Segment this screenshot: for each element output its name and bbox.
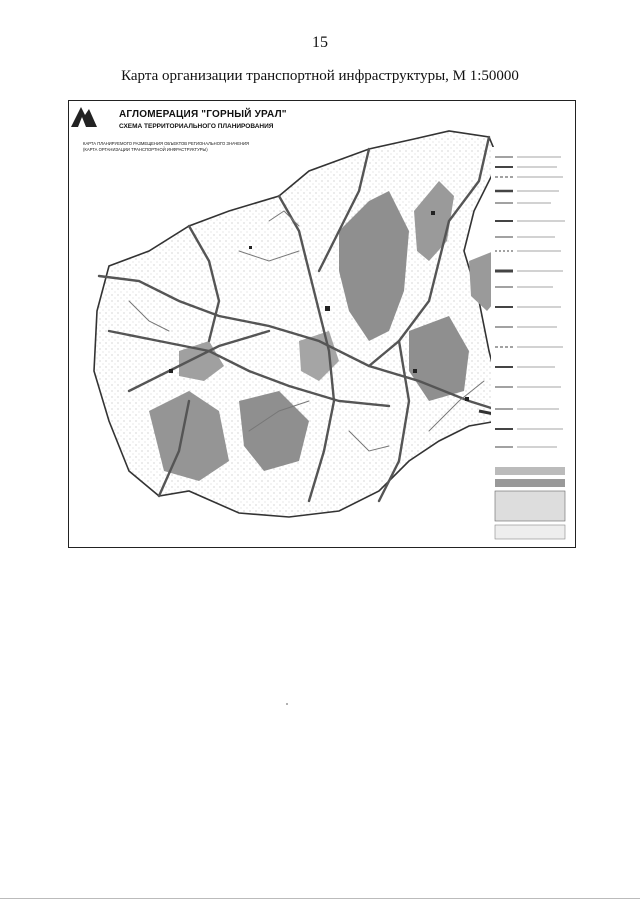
map-description-line: КАРТА ПЛАНИРУЕМОГО РАЗМЕЩЕНИЯ ОБЪЕКТОВ РЕГИОНАЛЬНОГО ЗНАЧЕНИЯ (83, 141, 250, 146)
mountain-logo-icon (69, 101, 99, 129)
map-description (83, 141, 303, 153)
map-subtitle: СХЕМА ТЕРРИТОРИАЛЬНОГО ПЛАНИРОВАНИЯ (119, 123, 274, 130)
legend (491, 147, 571, 543)
scan-speck (286, 703, 288, 705)
map-graphic (69, 101, 575, 547)
map-title: АГЛОМЕРАЦИЯ "ГОРНЫЙ УРАЛ" (119, 109, 287, 120)
page-edge-line (0, 898, 640, 899)
map-figure (68, 100, 576, 548)
page-number: 15 (312, 34, 328, 51)
page-caption: Карта организации транспортной инфраструктуры, М 1:50000 (121, 68, 519, 84)
map-description-line: (КАРТА ОРГАНИЗАЦИИ ТРАНСПОРТНОЙ ИНФРАСТРУКТУРЫ) (83, 147, 208, 152)
